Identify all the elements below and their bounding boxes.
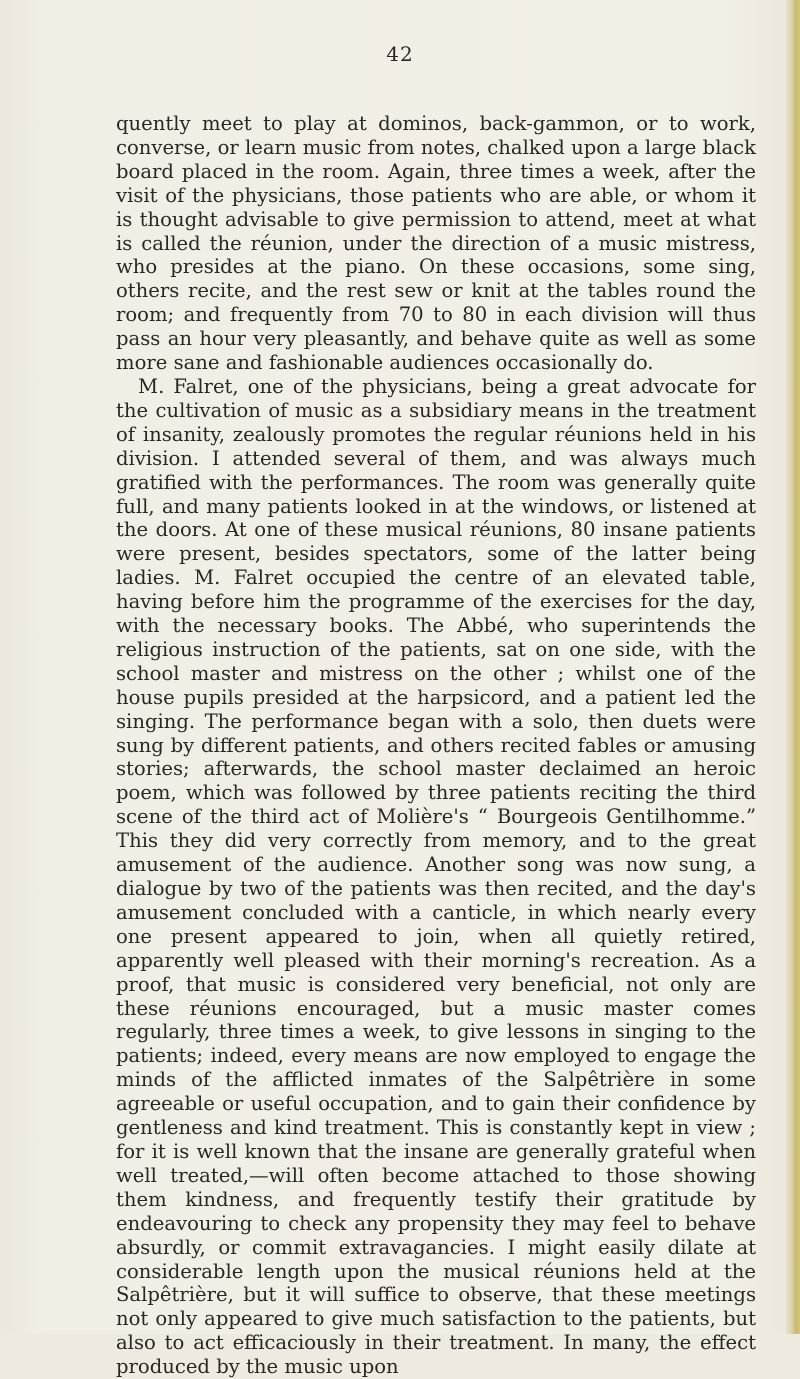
paragraph-2: M. Falret, one of the physicians, being a great advocate for the cultivation of music as a subsidiary means in the treatment of insanity, zealously promotes the regular réunions held in his division. I attended several of them, and was always much gratified with the performances. The room was generally quite full, and many patients looked in at the windows, or listened at the doors. At one of these musical réunions, 80 insane patients were present, besides spectators, some of the latter being ladies. M. Falret occupied the centre of an elevated table, having before him the programme of the exercises for the day, with the necessary books. The Abbé, who superintends the religious instruction of the patients, sat on one side, with the school master and mistress on the other ; whilst one of the house pupils presided at the harpsicord, and a patient led the singing. The performance began with a solo, then duets were sung by different patients, and others recited fables or amusing stories; afterwards, the school master declaimed an heroic poem, which was followed by three patients reciting the third scene of the third act of Molière's “ Bourgeois Gentilhomme.” This they did very correctly from memory, and to the great amusement of the audience. Another song was now sung, a dialogue by two of the patients was then recited, and the day's amusement concluded with a canticle, in which nearly every one present appeared to join, when all quietly retired, apparently well pleased with their morning's recreation. As a proof, that music is considered very beneficial, not only are these réunions encouraged, but a music master comes regularly, three times a week, to give lessons in singing to the patients; indeed, every means are now employed to engage the minds of the afflicted inmates of the Salpêtrière in some agreeable or useful occupation, and to gain their confidence by gentleness and kind treatment. This is constantly kept in view ; for it is well known that the insane are generally grateful when well treated,—will often become attached to those showing them kindness, and frequently testify their gratitude by endeavouring to check any propensity they may feel to behave absurdly, or commit extravagancies. I might easily dilate at considerable length upon the musical réunions held at the Salpêtrière, but it will suffice to observe, that these meetings not only appeared to give much satisfaction to the patients, but also to act efficaciously in their treatment. In many, the effect produced by the music upon [116,374,756,1379]
page-number: 42 [386,42,414,66]
paragraph-1: quently meet to play at dominos, back-gammon, or to work, converse, or learn music from notes, chalked upon a large black board placed in the room. Again, three times a week, after the visit of the physicians, those patients who are able, or whom it is thought advisable to give permission to attend, meet at what is called the réunion, under the direction of a music mistress, who presides at the piano. On these occasions, some sing, others recite, and the rest sew or knit at the tables round the room; and frequently from 70 to 80 in each division will thus pass an hour very pleasantly, and behave quite as well as some more sane and fashionable audiences occasionally do. [116,112,756,375]
page-edge [786,0,800,1334]
page-text [116,112,756,1379]
